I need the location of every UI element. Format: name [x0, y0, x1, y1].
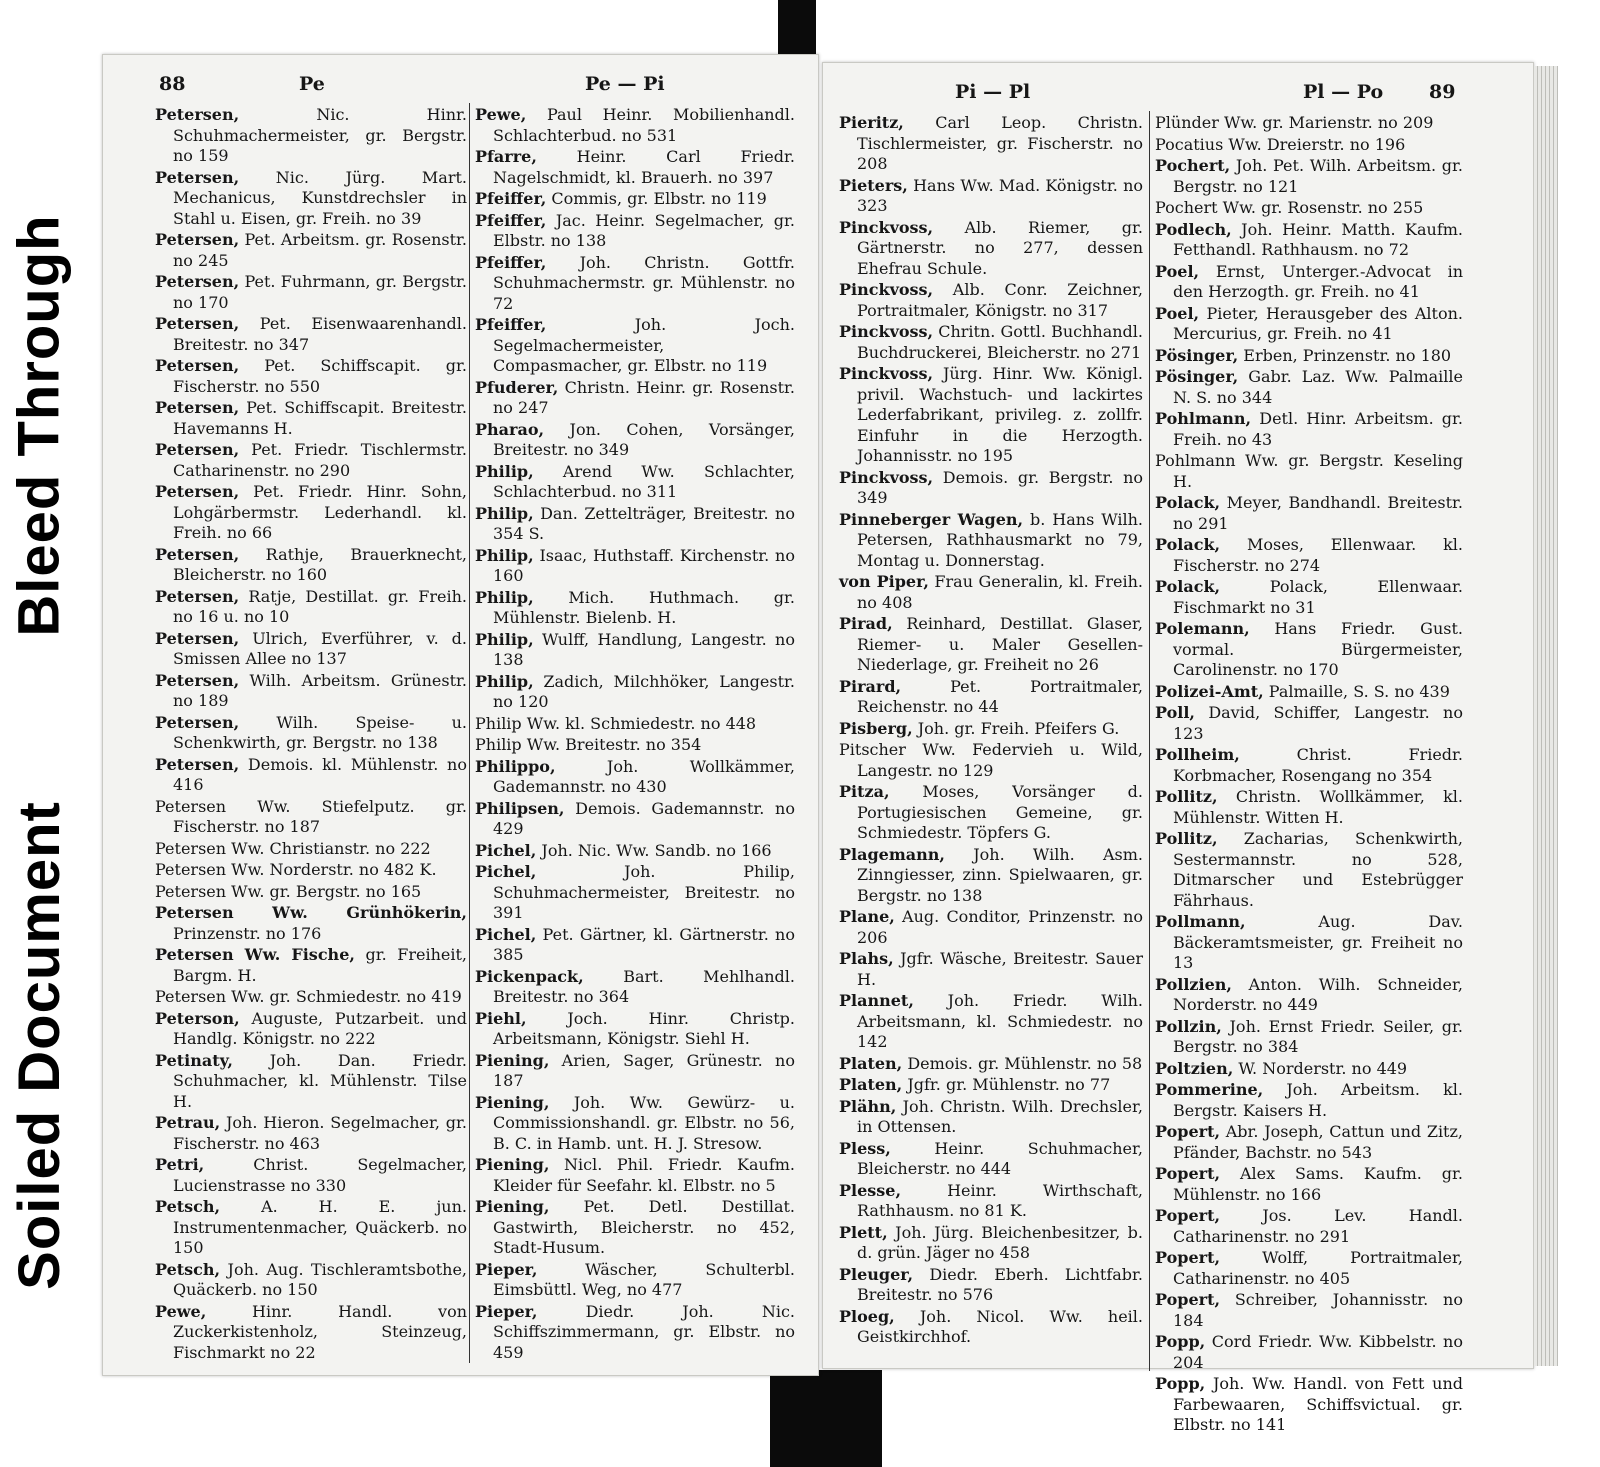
- page-number: 88: [159, 73, 186, 95]
- directory-entry: Petersen, Wilh. Speise- u. Schenkwirth, gr. Bergstr. no 138: [155, 712, 467, 752]
- directory-entry: Pinckvoss, Demois. gr. Bergstr. no 349: [839, 467, 1143, 507]
- directory-entry: Poltzien, W. Norderstr. no 449: [1155, 1058, 1408, 1078]
- directory-entry: Polemann, Hans Friedr. Gust. vormal. Bürgermeister, Carolinenstr. no 170: [1155, 619, 1463, 679]
- directory-entry: Plahs, Jgfr. Wäsche, Breitestr. Sauer H.: [839, 949, 1143, 989]
- directory-entry: Plett, Joh. Jürg. Bleichenbesitzer, b. d. grün. Jäger no 458: [839, 1222, 1143, 1262]
- directory-entry: Petersen Ww. gr. Schmiedestr. no 419: [155, 987, 462, 1006]
- directory-entry: Plünder Ww. gr. Marienstr. no 209: [1155, 113, 1434, 132]
- directory-entry: Plane, Aug. Conditor, Prinzenstr. no 206: [839, 907, 1143, 947]
- directory-entry: Pochert Ww. gr. Rosenstr. no 255: [1155, 198, 1424, 217]
- directory-entry: Pohlmann Ww. gr. Bergstr. Keseling H.: [1155, 451, 1463, 491]
- directory-entry: Polack, Polack, Ellenwaar. Fischmarkt no 31: [1155, 577, 1463, 617]
- directory-entry: Popp, Cord Friedr. Ww. Kibbelstr. no 204: [1155, 1332, 1463, 1372]
- directory-entry: von Piper, Frau Generalin, kl. Freih. no 408: [839, 572, 1143, 612]
- directory-entry: Petsch, Joh. Aug. Tischleramtsbothe, Quäckerb. no 150: [155, 1259, 467, 1299]
- directory-entry: Pharao, Jon. Cohen, Vorsänger, Breitestr. no 349: [475, 419, 795, 459]
- directory-entry: Petersen Ww. gr. Bergstr. no 165: [155, 881, 422, 901]
- directory-column: [155, 105, 467, 1365]
- directory-entry: Philip, Zadich, Milchhöker, Langestr. no 120: [475, 671, 795, 711]
- binding-strip-bottom: [770, 1370, 882, 1467]
- directory-entry: Pieper, Wäscher, Schulterbl. Eimsbüttl. Weg, no 477: [475, 1259, 795, 1299]
- directory-entry: Pinckvoss, Alb. Conr. Zeichner, Portraitmaler, Königstr. no 317: [839, 280, 1143, 320]
- directory-entry: Petersen, Rathje, Brauerknecht, Bleicherstr. no 160: [155, 544, 467, 584]
- directory-entry: Piening, Arien, Sager, Grünestr. no 187: [475, 1050, 795, 1090]
- directory-entry: Platen, Demois. gr. Mühlenstr. no 58: [839, 1053, 1143, 1073]
- directory-entry: Poel, Pieter, Herausgeber des Alton. Mercurius, gr. Freih. no 41: [1155, 303, 1463, 343]
- soiled-document-label: Soiled Document: [6, 800, 72, 1290]
- directory-entry: Pinckvoss, Jürg. Hinr. Ww. Königl. privil. Wachstuch- und lackirtes Lederfabrikant, privileg. z. zollfr. Einfuhr in die Herzogth. Johannisstr. no 195: [839, 364, 1143, 465]
- directory-entry: Piening, Joh. Ww. Gewürz- u. Commissionshandl. gr. Elbstr. no 56, B. C. in Hamb. unt. H. J. Stresow.: [475, 1092, 795, 1153]
- directory-entry: Platen, Jgfr. gr. Mühlenstr. no 77: [839, 1075, 1111, 1094]
- directory-entry: Pichel, Joh. Nic. Ww. Sandb. no 166: [475, 840, 772, 860]
- directory-entry: Pieper, Diedr. Joh. Nic. Schiffszimmermann, gr. Elbstr. no 459: [475, 1301, 795, 1362]
- directory-entry: Ploeg, Joh. Nicol. Ww. heil. Geistkirchhof.: [839, 1306, 1143, 1346]
- directory-entry: Popp, Joh. Ww. Handl. von Fett und Farbewaaren, Schiffsvictual. gr. Elbstr. no 141: [1155, 1374, 1463, 1434]
- directory-entry: Philip, Wulff, Handlung, Langestr. no 138: [475, 629, 795, 669]
- directory-entry: Pickenpack, Bart. Mehlhandl. Breitestr. no 364: [475, 966, 795, 1006]
- running-head: Pe: [299, 73, 325, 95]
- directory-entry: Pichel, Pet. Gärtner, kl. Gärtnerstr. no 385: [475, 924, 795, 964]
- directory-entry: Pieritz, Carl Leop. Christn. Tischlermeister, gr. Fischerstr. no 208: [839, 113, 1143, 173]
- directory-entry: Peterson, Auguste, Putzarbeit. und Handlg. Königstr. no 222: [155, 1008, 467, 1048]
- column-rule: [469, 103, 470, 1363]
- directory-entry: Pirad, Reinhard, Destillat. Glaser, Riemer- u. Maler Gesellen-Niederlage, gr. Freiheit no 26: [839, 614, 1143, 674]
- directory-entry: Pfarre, Heinr. Carl Friedr. Nagelschmidt, kl. Brauerh. no 397: [475, 147, 795, 187]
- directory-entry: Petersen, Pet. Schiffscapit. gr. Fischerstr. no 550: [155, 356, 467, 396]
- directory-entry: Pochert, Joh. Pet. Wilh. Arbeitsm. gr. Bergstr. no 121: [1155, 156, 1463, 196]
- directory-entry: Petersen Ww. Grünhökerin, Prinzenstr. no 176: [155, 903, 467, 943]
- directory-entry: Plannet, Joh. Friedr. Wilh. Arbeitsmann, kl. Schmiedestr. no 142: [839, 991, 1143, 1051]
- directory-entry: Petersen, Ratje, Destillat. gr. Freih. no 16 u. no 10: [155, 586, 467, 626]
- directory-entry: Pollitz, Zacharias, Schenkwirth, Sestermannstr. no 528, Ditmarscher und Estebrügger Fährhaus.: [1155, 829, 1463, 910]
- directory-entry: Pollzin, Joh. Ernst Friedr. Seiler, gr. Bergstr. no 384: [1155, 1016, 1463, 1056]
- directory-entry: Polack, Meyer, Bandhandl. Breitestr. no 291: [1155, 493, 1463, 533]
- directory-entry: Philip, Mich. Huthmach. gr. Mühlenstr. Bielenb. H.: [475, 587, 795, 627]
- directory-entry: Pohlmann, Detl. Hinr. Arbeitsm. gr. Freih. no 43: [1155, 409, 1463, 449]
- directory-entry: Petersen Ww. Fische, gr. Freiheit, Bargm. H.: [155, 945, 467, 985]
- directory-entry: Popert, Wolff, Portraitmaler, Catharinenstr. no 405: [1155, 1248, 1463, 1288]
- directory-entry: Pfuderer, Christn. Heinr. gr. Rosenstr. no 247: [475, 377, 795, 417]
- directory-column: [839, 113, 1143, 1373]
- directory-entry: Pösinger, Gabr. Laz. Ww. Palmaille N. S. no 344: [1155, 367, 1463, 407]
- directory-entry: Philippo, Joh. Wollkämmer, Gademannstr. no 430: [475, 756, 795, 796]
- directory-entry: Pollitz, Christn. Wollkämmer, kl. Mühlenstr. Witten H.: [1155, 787, 1463, 827]
- directory-entry: Popert, Alex Sams. Kaufm. gr. Mühlenstr. no 166: [1155, 1164, 1463, 1204]
- page-edge-stack: [1534, 66, 1558, 1366]
- directory-entry: Plagemann, Joh. Wilh. Asm. Zinngiesser, zinn. Spielwaaren, gr. Bergstr. no 138: [839, 844, 1143, 905]
- directory-entry: Petersen, Pet. Fuhrmann, gr. Bergstr. no 170: [155, 272, 467, 312]
- directory-entry: Pirard, Pet. Portraitmaler, Reichenstr. no 44: [839, 676, 1143, 716]
- directory-entry: Petersen, Pet. Friedr. Hinr. Sohn, Lohgärbermstr. Lederhandl. kl. Freih. no 66: [155, 482, 467, 542]
- directory-column: [1155, 113, 1463, 1434]
- directory-entry: Philipsen, Demois. Gademannstr. no 429: [475, 798, 795, 838]
- column-rule: [1149, 111, 1150, 1371]
- directory-entry: Plähn, Joh. Christn. Wilh. Drechsler, in Ottensen.: [839, 1096, 1143, 1136]
- directory-entry: Pollheim, Christ. Friedr. Korbmacher, Rosengang no 354: [1155, 745, 1463, 785]
- directory-entry: Philip, Dan. Zettelträger, Breitestr. no 354 S.: [475, 503, 795, 543]
- directory-entry: Petersen, Nic. Jürg. Mart. Mechanicus, Kunstdrechsler in Stahl u. Eisen, gr. Freih. no 39: [155, 167, 467, 228]
- directory-entry: Polizei-Amt, Palmaille, S. S. no 439: [1155, 681, 1450, 701]
- directory-entry: Philip, Isaac, Huthstaff. Kirchenstr. no 160: [475, 545, 795, 585]
- directory-entry: Pollmann, Aug. Dav. Bäckeramtsmeister, gr. Freiheit no 13: [1155, 912, 1463, 972]
- right-page-header: [823, 81, 1533, 111]
- directory-entry: Petri, Christ. Segelmacher, Lucienstrasse no 330: [155, 1155, 467, 1195]
- running-head: Pe — Pi: [585, 73, 665, 95]
- directory-entry: Piehl, Joch. Hinr. Christp. Arbeitsmann, Königstr. Siehl H.: [475, 1008, 795, 1048]
- directory-entry: Pleuger, Diedr. Eberh. Lichtfabr. Breitestr. no 576: [839, 1264, 1143, 1304]
- directory-entry: Petersen, Wilh. Arbeitsm. Grünestr. no 189: [155, 670, 467, 710]
- left-page: [102, 54, 819, 1376]
- directory-entry: Petinaty, Joh. Dan. Friedr. Schuhmacher, kl. Mühlenstr. Tilse H.: [155, 1050, 467, 1111]
- directory-entry: Philip, Arend Ww. Schlachter, Schlachterbud. no 311: [475, 461, 795, 501]
- directory-entry: Poll, David, Schiffer, Langestr. no 123: [1155, 703, 1463, 743]
- directory-entry: Petersen Ww. Christianstr. no 222: [155, 838, 431, 858]
- directory-entry: Piening, Pet. Detl. Destillat. Gastwirth, Bleicherstr. no 452, Stadt-Husum.: [475, 1197, 795, 1257]
- directory-entry: Pinckvoss, Alb. Riemer, gr. Gärtnerstr. no 277, dessen Ehefrau Schule.: [839, 217, 1143, 278]
- directory-entry: Petrau, Joh. Hieron. Segelmacher, gr. Fischerstr. no 463: [155, 1113, 467, 1153]
- directory-entry: Pless, Heinr. Schuhmacher, Bleicherstr. no 444: [839, 1138, 1143, 1178]
- directory-entry: Pitza, Moses, Vorsänger d. Portugiesischen Gemeine, gr. Schmiedestr. Töpfers G.: [839, 782, 1143, 842]
- directory-entry: Philip Ww. Breitestr. no 354: [475, 735, 702, 754]
- bleed-through-label: Bleed Through: [6, 213, 72, 637]
- directory-entry: Podlech, Joh. Heinr. Matth. Kaufm. Fetthandl. Rathhausm. no 72: [1155, 219, 1463, 259]
- directory-entry: Pieters, Hans Ww. Mad. Königstr. no 323: [839, 175, 1143, 215]
- directory-entry: Pewe, Paul Heinr. Mobilienhandl. Schlachterbud. no 531: [475, 105, 795, 145]
- directory-entry: Philip Ww. kl. Schmiedestr. no 448: [475, 713, 757, 733]
- directory-entry: Petersen Ww. Stiefelputz. gr. Fischerstr. no 187: [155, 796, 467, 836]
- directory-entry: Pfeiffer, Joh. Christn. Gottfr. Schuhmachermstr. gr. Mühlenstr. no 72: [475, 252, 795, 313]
- directory-entry: Popert, Jos. Lev. Handl. Catharinenstr. no 291: [1155, 1206, 1463, 1246]
- directory-entry: Pollzien, Anton. Wilh. Schneider, Norderstr. no 449: [1155, 974, 1463, 1014]
- directory-entry: Pocatius Ww. Dreierstr. no 196: [1155, 134, 1406, 154]
- directory-entry: Polack, Moses, Ellenwaar. kl. Fischerstr. no 274: [1155, 535, 1463, 575]
- directory-entry: Poel, Ernst, Unterger.-Advocat in den Herzogth. gr. Freih. no 41: [1155, 261, 1463, 301]
- directory-entry: Petersen, Pet. Friedr. Tischlermstr. Catharinenstr. no 290: [155, 440, 467, 480]
- directory-entry: Petersen, Pet. Eisenwaarenhandl. Breitestr. no 347: [155, 314, 467, 354]
- directory-entry: Pfeiffer, Jac. Heinr. Segelmacher, gr. Elbstr. no 138: [475, 210, 795, 250]
- directory-entry: Pichel, Joh. Philip, Schuhmachermeister, Breitestr. no 391: [475, 862, 795, 922]
- directory-entry: Pinneberger Wagen, b. Hans Wilh. Petersen, Rathhausmarkt no 79, Montag u. Donnerstag.: [839, 509, 1143, 570]
- directory-entry: Petersen, Pet. Schiffscapit. Breitestr. Havemanns H.: [155, 398, 467, 438]
- directory-entry: Petersen, Nic. Hinr. Schuhmachermeister, gr. Bergstr. no 159: [155, 105, 467, 165]
- directory-entry: Pfeiffer, Commis, gr. Elbstr. no 119: [475, 189, 767, 208]
- running-head: Pl — Po: [1303, 81, 1384, 103]
- directory-entry: Popert, Abr. Joseph, Cattun und Zitz, Pfänder, Bachstr. no 543: [1155, 1122, 1463, 1162]
- directory-entry: Petersen Ww. Norderstr. no 482 K.: [155, 860, 437, 879]
- directory-entry: Pinckvoss, Chritn. Gottl. Buchhandl. Buchdruckerei, Bleicherstr. no 271: [839, 322, 1143, 362]
- right-page: [822, 62, 1534, 1434]
- directory-column: [475, 105, 795, 1365]
- directory-entry: Pitscher Ww. Federvieh u. Wild, Langestr. no 129: [839, 740, 1143, 780]
- directory-entry: Plesse, Heinr. Wirthschaft, Rathhausm. no 81 K.: [839, 1180, 1143, 1220]
- directory-entry: Pfeiffer, Joh. Joch. Segelmachermeister, Compasmacher, gr. Elbstr. no 119: [475, 315, 795, 375]
- directory-entry: Popert, Schreiber, Johannisstr. no 184: [1155, 1290, 1463, 1330]
- directory-entry: Petsch, A. H. E. jun. Instrumentenmacher, Quäckerb. no 150: [155, 1197, 467, 1257]
- directory-entry: Petersen, Pet. Arbeitsm. gr. Rosenstr. no 245: [155, 230, 467, 270]
- directory-entry: Pewe, Hinr. Handl. von Zuckerkistenholz, Steinzeug, Fischmarkt no 22: [155, 1301, 467, 1362]
- directory-entry: Piening, Nicl. Phil. Friedr. Kaufm. Kleider für Seefahr. kl. Elbstr. no 5: [475, 1155, 795, 1195]
- left-page-header: [103, 73, 818, 103]
- directory-entry: Pösinger, Erben, Prinzenstr. no 180: [1155, 345, 1452, 365]
- running-head: Pi — Pl: [955, 81, 1031, 103]
- directory-entry: Pommerine, Joh. Arbeitsm. kl. Bergstr. Kaisers H.: [1155, 1080, 1463, 1120]
- directory-entry: Petersen, Demois. kl. Mühlenstr. no 416: [155, 754, 467, 794]
- page-number: 89: [1429, 81, 1456, 103]
- directory-entry: Pisberg, Joh. gr. Freih. Pfeifers G.: [839, 718, 1120, 738]
- directory-entry: Petersen, Ulrich, Everführer, v. d. Smissen Allee no 137: [155, 628, 467, 668]
